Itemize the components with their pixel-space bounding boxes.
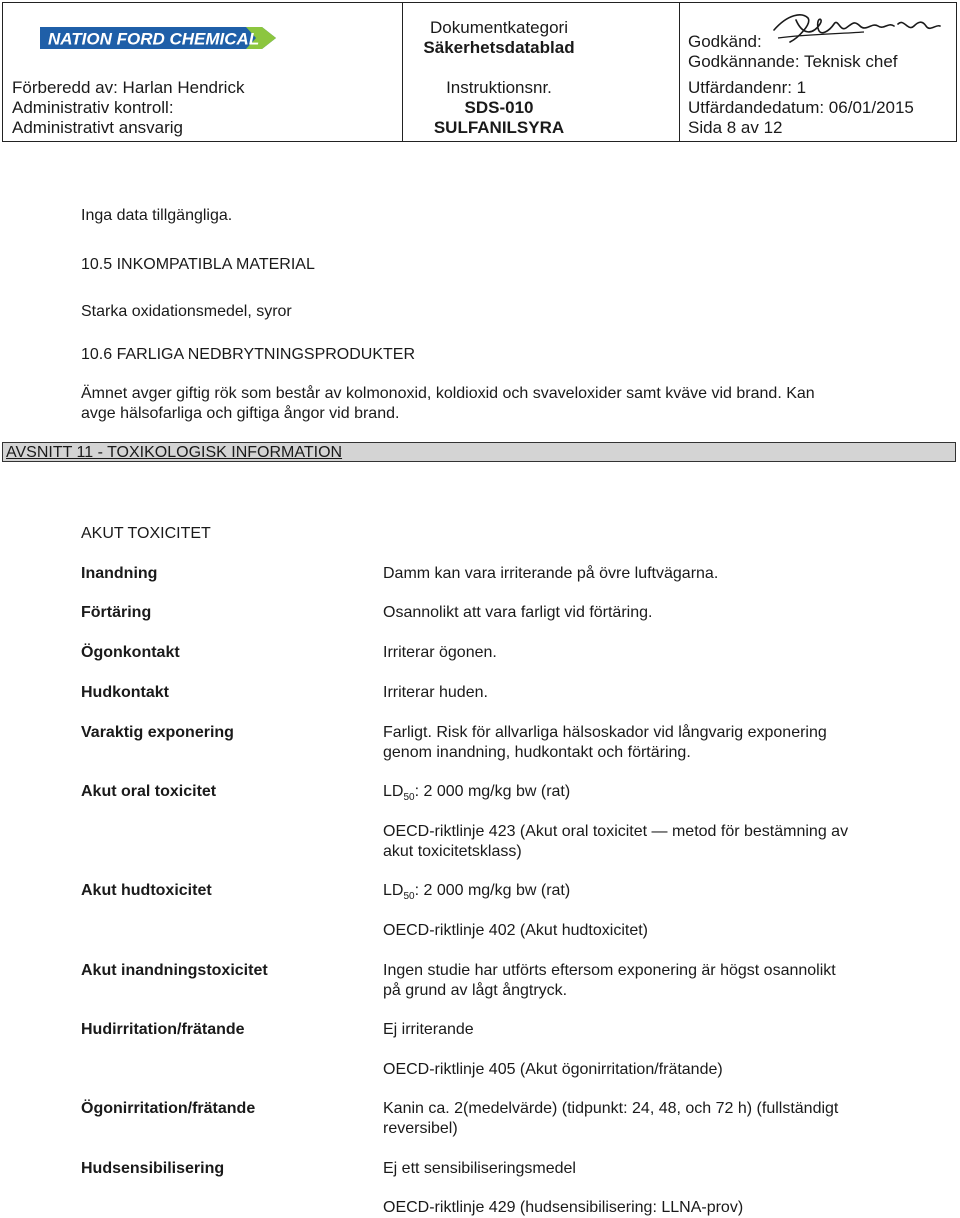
inhalation-value: Damm kan vara irriterande på övre luftvägarna. xyxy=(383,565,719,582)
inhalation-label: Inandning xyxy=(81,565,158,582)
doc-category-label: Dokumentkategori xyxy=(430,18,568,37)
prolonged-exposure-label: Varaktig exponering xyxy=(81,724,234,741)
no-data-text: Inga data tillgängliga. xyxy=(81,207,233,224)
prepared-by: Förberedd av: Harlan Hendrick xyxy=(12,78,245,97)
dermal-guideline: OECD-riktlinje 402 (Akut hudtoxicitet) xyxy=(383,922,648,939)
eye-contact-label: Ögonkontakt xyxy=(81,644,180,661)
issue-number: Utfärdandenr: 1 xyxy=(688,78,807,97)
eye-irritation-label: Ögonirritation/frätande xyxy=(81,1100,256,1117)
sensitisation-value: Ej ett sensibiliseringsmedel xyxy=(383,1160,576,1177)
eye-contact-value: Irriterar ögonen. xyxy=(383,644,497,661)
sensitisation-label: Hudsensibilisering xyxy=(81,1160,225,1177)
section-11-bar xyxy=(2,442,956,462)
instruction-label: Instruktionsnr. xyxy=(446,78,552,97)
heading-10-6: 10.6 FARLIGA NEDBRYTNINGSPRODUKTER xyxy=(81,346,416,363)
ld-subscript-dermal: 50 xyxy=(403,891,415,902)
heading-10-5: 10.5 INKOMPATIBLA MATERIAL xyxy=(81,256,315,273)
text-10-5: Starka oxidationsmedel, syror xyxy=(81,303,292,320)
ingestion-value: Osannolikt att vara farligt vid förtäring. xyxy=(383,604,653,621)
text-10-6-line1: Ämnet avger giftig rök som består av kolmonoxid, koldioxid och svaveloxider samt kväve vid brand. Kan xyxy=(81,385,815,402)
skin-irritation-guideline: OECD-riktlinje 405 (Akut ögonirritation/frätande) xyxy=(383,1061,723,1078)
product-name: SULFANILSYRA xyxy=(433,118,565,137)
sensitisation-guideline: OECD-riktlinje 429 (hudsensibilisering: LLNA-prov) xyxy=(383,1199,744,1216)
approval: Godkännande: Teknisk chef xyxy=(688,52,898,71)
ld-prefix-dermal: LD xyxy=(383,882,404,899)
acute-dermal-label: Akut hudtoxicitet xyxy=(81,882,212,899)
instruction-number: SDS-010 xyxy=(464,98,534,117)
oral-guideline-line1: OECD-riktlinje 423 (Akut oral toxicitet — metod för bestämning av xyxy=(383,823,849,840)
prolonged-exposure-line2: genom inandning, hudkontakt och förtäring. xyxy=(383,744,691,761)
section-11-title: AVSNITT 11 - TOXIKOLOGISK INFORMATION xyxy=(6,444,343,461)
oral-dose: : 2 000 mg/kg bw (rat) xyxy=(414,783,571,800)
acute-oral-label: Akut oral toxicitet xyxy=(81,783,217,800)
signature-icon xyxy=(768,8,950,50)
admin-responsible: Administrativt ansvarig xyxy=(12,118,184,137)
logo-text: NATION FORD CHEMICAL xyxy=(48,29,260,49)
approved-label: Godkänd: xyxy=(688,32,762,51)
dermal-dose: : 2 000 mg/kg bw (rat) xyxy=(414,882,571,899)
acute-inhalation-tox-line1: Ingen studie har utförts eftersom exponering är högst osannolikt xyxy=(383,962,836,979)
ld-subscript: 50 xyxy=(403,792,415,803)
admin-control: Administrativ kontroll: xyxy=(12,98,174,117)
eye-irritation-line1: Kanin ca. 2(medelvärde) (tidpunkt: 24, 48, och 72 h) (fullständigt xyxy=(383,1100,839,1117)
doc-category: Säkerhetsdatablad xyxy=(423,38,575,57)
acute-inhalation-tox-label: Akut inandningstoxicitet xyxy=(81,962,268,979)
acute-inhalation-tox-line2: på grund av lågt ångtryck. xyxy=(383,982,568,999)
skin-irritation-value: Ej irriterande xyxy=(383,1021,474,1038)
skin-contact-label: Hudkontakt xyxy=(81,684,169,701)
skin-irritation-label: Hudirritation/frätande xyxy=(81,1021,245,1038)
acute-oral-value xyxy=(383,782,570,804)
text-10-6-line2: avge hälsofarliga och giftiga ångor vid brand. xyxy=(81,405,400,422)
skin-contact-value: Irriterar huden. xyxy=(383,684,488,701)
acute-toxicity-heading: AKUT TOXICITET xyxy=(81,525,211,542)
prolonged-exposure-line1: Farligt. Risk för allvarliga hälsoskador vid långvarig exponering xyxy=(383,724,827,741)
eye-irritation-line2: reversibel) xyxy=(383,1120,458,1137)
oral-guideline-line2: akut toxicitetsklass) xyxy=(383,843,522,860)
ld-prefix: LD xyxy=(383,783,404,800)
page-number: Sida 8 av 12 xyxy=(688,118,783,137)
issue-date: Utfärdandedatum: 06/01/2015 xyxy=(688,98,914,117)
company-logo xyxy=(40,24,276,52)
ingestion-label: Förtäring xyxy=(81,604,152,621)
acute-dermal-value xyxy=(383,881,570,903)
